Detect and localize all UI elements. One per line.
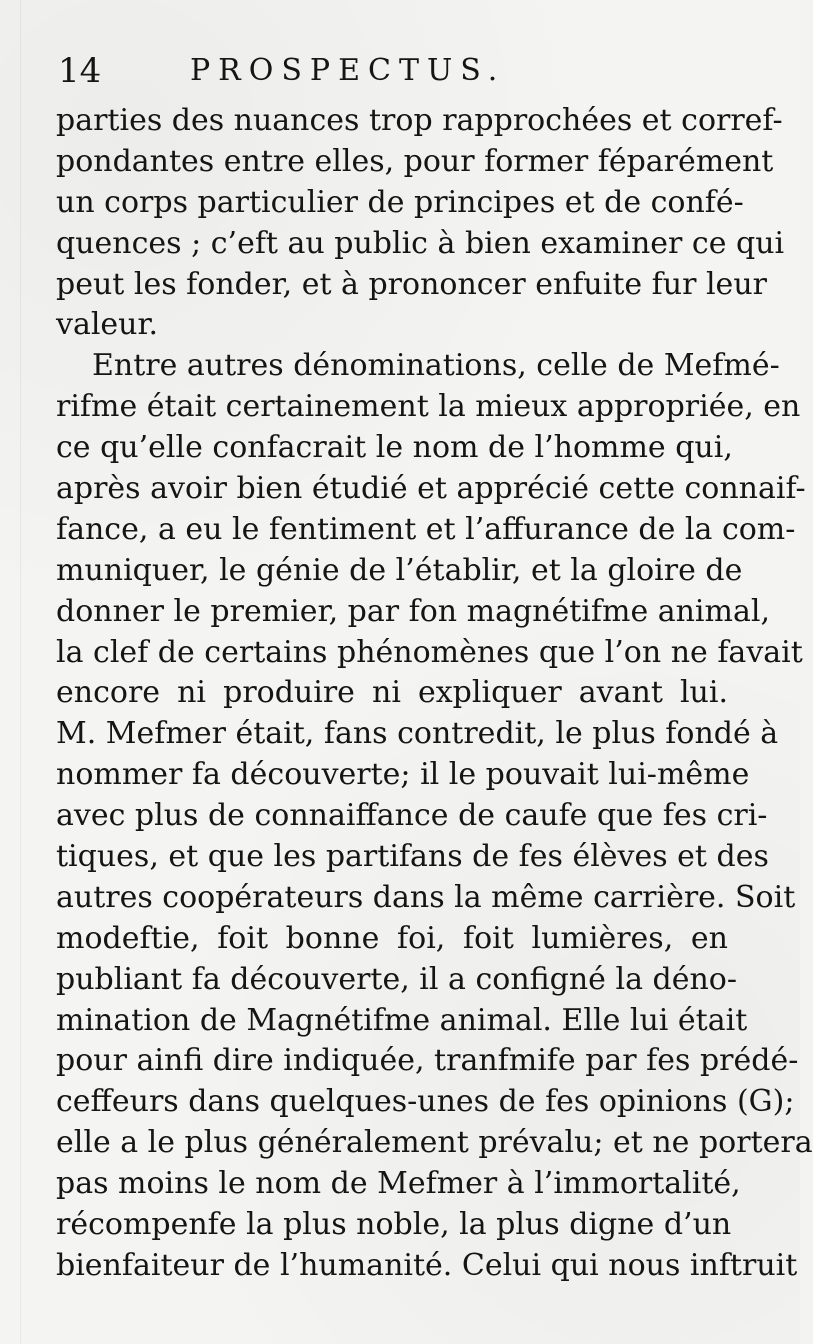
text-line: mination de Magnétifme animal. Elle lui était xyxy=(56,1002,748,1038)
running-head: PROSPECTUS. xyxy=(190,53,506,88)
text-line: nommer fa découverte; il le pouvait lui-même xyxy=(56,757,750,793)
text-line: quences ; c’eft au public à bien examiner ce qui xyxy=(56,225,785,261)
text-line: elle a le plus généralement prévalu; et ne portera xyxy=(56,1125,813,1161)
page-number: 14 xyxy=(58,51,102,91)
text-line: récompenfe la plus noble, la plus digne d’un xyxy=(56,1207,732,1243)
page-header xyxy=(58,48,748,94)
text-line: M. Mefmer était, fans contredit, le plus fondé à xyxy=(56,716,779,752)
text-line: Entre autres dénominations, celle de Mefmé- xyxy=(92,348,780,384)
text-line: ceffeurs dans quelques-unes de fes opinions (G); xyxy=(56,1084,795,1120)
page-shadow-edge xyxy=(20,0,21,1344)
text-line: valeur. xyxy=(56,307,159,343)
text-line: autres coopérateurs dans la même carrière. Soit xyxy=(56,879,796,915)
text-line: donner le premier, par fon magnétifme animal, xyxy=(56,593,770,629)
text-line: parties des nuances trop rapprochées et corref- xyxy=(56,103,783,138)
text-line: bienfaiteur de l’humanité. Celui qui nous inftruit xyxy=(56,1247,798,1283)
text-line: publiant fa découverte, il a configné la déno- xyxy=(56,961,737,997)
text-line: pas moins le nom de Mefmer à l’immortalité, xyxy=(56,1166,741,1202)
text-line: la clef de certains phénomènes que l’on ne favait xyxy=(56,634,803,670)
text-line: muniquer, le génie de l’établir, et la gloire de xyxy=(56,552,743,588)
text-line: après avoir bien étudié et apprécié cette connaif- xyxy=(56,471,806,507)
text-line: avec plus de connaiffance de caufe que fes cri- xyxy=(56,798,768,834)
text-line: encore ni produire ni expliquer avant lui. xyxy=(56,675,728,711)
text-line: tiques, et que les partifans de fes élèves et des xyxy=(56,839,769,875)
text-line: pour ainfi dire indiquée, tranfmife par fes prédé- xyxy=(56,1043,799,1079)
text-line: pondantes entre elles, pour former féparément xyxy=(56,143,774,179)
text-line: peut les fonder, et à prononcer enfuite fur leur xyxy=(56,266,767,302)
text-line: rifme était certainement la mieux appropriée, en xyxy=(56,389,801,425)
text-line: ce qu’elle confacrait le nom de l’homme qui, xyxy=(56,430,733,466)
text-line: fance, a eu le fentiment et l’affurance de la com- xyxy=(56,511,796,547)
text-line: un corps particulier de principes et de confé- xyxy=(56,184,744,220)
body-text xyxy=(56,101,813,1287)
text-line: modeftie, foit bonne foi, foit lumières, en xyxy=(56,920,728,956)
